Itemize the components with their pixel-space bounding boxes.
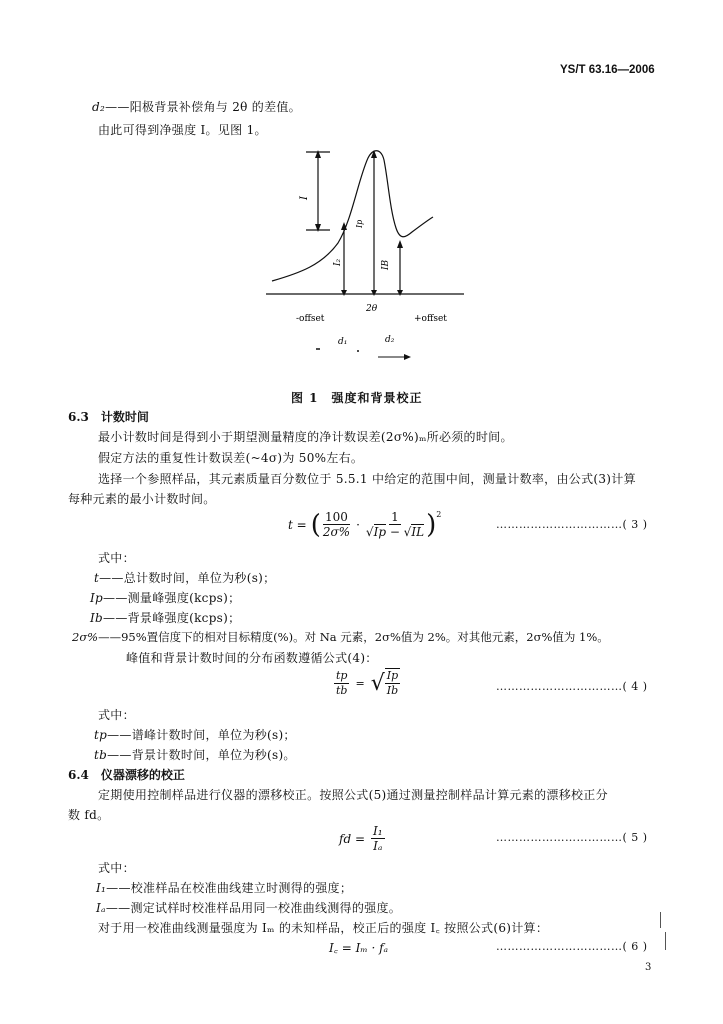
s64-where: 式中： xyxy=(98,861,135,875)
label-ib: IB xyxy=(381,259,391,270)
def-i1-text: ——校准样品在校准曲线建立时测得的强度； xyxy=(106,881,353,895)
def-ia xyxy=(96,899,401,916)
def-ip-symbol: Ip xyxy=(90,591,104,605)
s63-where: 式中： xyxy=(98,551,135,565)
def-t-text: ——总计数时间，单位为秒(s)； xyxy=(99,571,276,585)
s63-p2: 假定方法的重复性计数误差(~4σ)为 50%左右。 xyxy=(98,451,364,465)
d2-definition xyxy=(92,98,301,115)
eq3-num1: 100 xyxy=(325,510,348,524)
eq3-den1: 2σ% xyxy=(322,525,351,539)
label-ip: Ip xyxy=(355,219,364,228)
d2-definition-text: ——阳极背景补偿角与 2θ 的差值。 xyxy=(105,100,301,114)
eq4-den-l: tb xyxy=(336,683,348,697)
eq5-frac xyxy=(371,824,385,853)
def-t xyxy=(94,569,275,586)
equation-3: t = ( $\frac{100}{2\sigma\%}$ · $\frac{1}{√Ip - √IL}$ ) $^2$ xyxy=(288,509,442,540)
def-tp xyxy=(94,726,296,743)
def-ib xyxy=(90,609,240,626)
def-tb-symbol: tb xyxy=(94,748,108,762)
s63-p1: 最小计数时间是得到小于期望测量精度的净计数误差(2σ%)ₘ所必须的时间。 xyxy=(98,430,513,444)
s64-p2: 对于用一校准曲线测量强度为 Iₘ 的未知样品，校正后的强度 I꜀ 按照公式(6)计算： xyxy=(98,921,549,935)
eq5-num: I₁ xyxy=(373,824,383,838)
eq3-den2a: Ip xyxy=(373,525,386,539)
margin-bar xyxy=(660,912,661,928)
def-ia-symbol: Iₐ xyxy=(96,901,106,915)
label-plus-offset: +offset xyxy=(414,314,447,324)
margin-bar xyxy=(665,932,666,950)
def-i1 xyxy=(96,879,352,896)
eq3-frac2: $\frac{1}{√Ip - √IL}$ xyxy=(365,510,425,539)
eq5-number: ……………………………( 5 ) xyxy=(496,831,648,844)
eq3-den2b: IL xyxy=(411,525,425,539)
intro-conclusion: 由此可得到净强度 I。见图 1。 xyxy=(98,123,267,137)
label-i2: I₂ xyxy=(333,258,343,266)
def-i1-symbol: I₁ xyxy=(96,881,107,895)
eq4-num-l: tp xyxy=(336,668,348,682)
def-ia-text: ——测定试样时校准样品用同一校准曲线测得的强度。 xyxy=(105,901,402,915)
def-ib-text: ——背景峰强度(kcps)； xyxy=(103,611,241,625)
def-tb-text: ——背景计数时间，单位为秒(s)。 xyxy=(107,748,296,762)
eq4-den-r: Ib xyxy=(386,684,399,697)
eq4-number: ……………………………( 4 ) xyxy=(496,680,648,693)
label-2theta: 2θ xyxy=(366,304,378,314)
eq3-number: ……………………………( 3 ) xyxy=(496,518,648,531)
eq4-num-r: Ip xyxy=(386,669,399,682)
section-6-3-heading: 6.3 计数时间 xyxy=(68,410,149,424)
s63-p3b: 每种元素的最小计数时间。 xyxy=(68,492,216,506)
label-d2: d₂ xyxy=(385,335,395,345)
def-2sigma xyxy=(72,629,609,645)
def-t-symbol: t xyxy=(94,571,100,585)
equation-5 xyxy=(339,824,385,853)
equation-6: I꜀ = Iₘ · fₐ xyxy=(329,941,389,955)
section-6-4-heading: 6.4 仪器漂移的校正 xyxy=(68,768,185,782)
eq3-lhs: t = xyxy=(288,517,307,532)
eq3-exponent: 2 xyxy=(436,510,442,519)
eq5-den: Iₐ xyxy=(373,839,383,853)
page-number: 3 xyxy=(645,962,652,973)
label-d1: d₁ xyxy=(338,337,348,347)
eq4-equals: = xyxy=(355,676,365,690)
eq3-frac1 xyxy=(321,510,352,539)
label-i: I xyxy=(299,196,310,200)
equation-4: $\frac{tp}{tb}$ = √ $\frac{Ip}{Ib}$ xyxy=(336,668,399,697)
def-2sigma-text: ——95%置信度下的相对目标精度(%)。对 Na 元素，2σ%值为 2%。对其他元素，2σ%值为 1%。 xyxy=(98,630,609,644)
label-minus-offset: -offset xyxy=(296,314,325,324)
d2-symbol: d₂ xyxy=(92,100,106,114)
def-tp-text: ——谱峰计数时间，单位为秒(s)； xyxy=(107,728,296,742)
def-2sigma-symbol: 2σ% xyxy=(72,630,99,644)
def-ip-text: ——测量峰强度(kcps)； xyxy=(103,591,241,605)
s64-p1a: 定期使用控制样品进行仪器的漂移校正。按照公式(5)通过测量控制样品计算元素的漂移校正分 xyxy=(98,788,608,802)
def-ib-symbol: Ib xyxy=(90,611,104,625)
spectrum-curve xyxy=(272,151,433,281)
def-tp-symbol: tp xyxy=(94,728,108,742)
figure-caption: 图 1 强度和背景校正 xyxy=(291,391,423,405)
eq3-num2: 1 xyxy=(391,510,399,524)
eq4-rhs-frac xyxy=(385,668,400,698)
s63-p3a: 选择一个参照样品，其元素质量百分数位于 5.5.1 中给定的范围中间，测量计数率，由公式(3)计算 xyxy=(98,472,636,486)
def-ip xyxy=(90,589,240,606)
eq4-lhs-frac xyxy=(334,669,349,698)
standard-code: YS/T 63.16—2006 xyxy=(560,64,655,76)
s63-where2: 式中： xyxy=(98,708,135,722)
eq5-lhs: fd = xyxy=(339,831,365,846)
d2-arrow-head xyxy=(404,354,411,360)
eq6-number: ……………………………( 6 ) xyxy=(496,940,648,953)
def-tb xyxy=(94,746,296,763)
s64-p1b: 数 fd。 xyxy=(68,808,110,822)
figure-1-intensity-background xyxy=(0,140,723,390)
s63-p4: 峰值和背景计数时间的分布函数遵循公式(4)： xyxy=(126,651,378,665)
